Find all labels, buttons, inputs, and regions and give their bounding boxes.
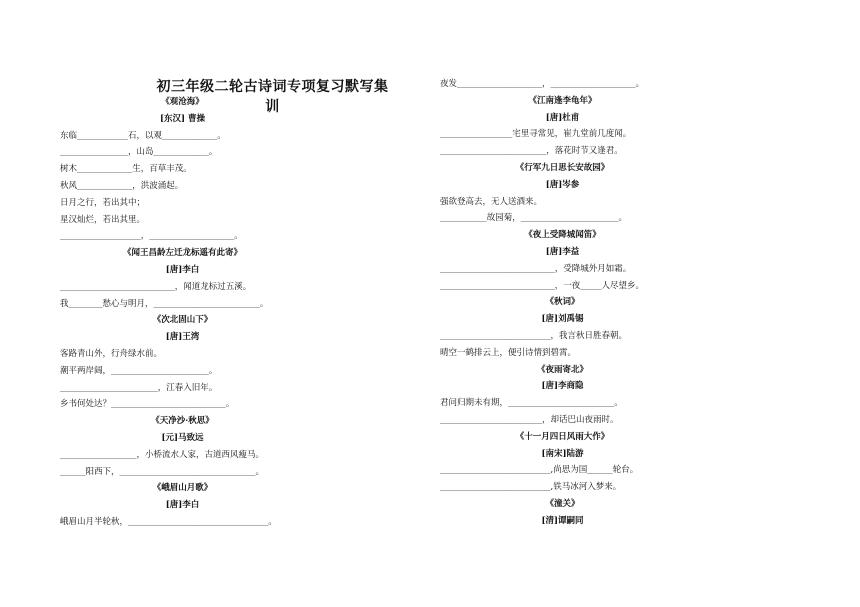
verse-line: 星汉灿烂，若出其里。	[60, 214, 146, 225]
verse-line: ______阳西下，________________________________。	[60, 466, 265, 477]
verse-line: 客路青山外，行舟绿水前。	[60, 348, 163, 359]
verse-line: __________________，小桥流水人家，古道西风瘦马。	[60, 449, 265, 460]
verse-line: 强欲登高去，无人送酒来。	[440, 196, 543, 207]
column-spacer	[60, 76, 305, 94]
verse-line: ________________，山岛_____________。	[60, 147, 218, 158]
poem-title: 《夜上受降城闻笛》	[524, 230, 601, 241]
verse-line: 潮平两岸阔，_______________________。	[60, 365, 218, 376]
poem-author: [元]马致远	[161, 432, 204, 443]
poem-author: [清]谭嗣同	[541, 515, 584, 526]
left-column	[60, 76, 305, 531]
verse-line: 树木_____________生，百草丰茂。	[60, 164, 192, 175]
poem-title: 《天净沙·秋思》	[151, 416, 214, 427]
verse-line: 夜发____________________，____________________。	[440, 79, 645, 89]
verse-line: _______________________，江春入旧年。	[60, 382, 218, 393]
verse-line: 君问归期未有期，_________________________。	[440, 398, 623, 409]
poem-title: 《闻王昌龄左迁龙标遥有此寄》	[122, 248, 242, 259]
verse-line: ___________________，____________________。	[60, 231, 243, 242]
verse-line: __________________________,尚思为国______轮台。	[440, 465, 639, 476]
poem-author: [唐]刘禹锡	[541, 314, 584, 325]
poem-title: 《十一月四日风雨大作》	[515, 431, 610, 442]
document-title: 初三年级二轮古诗词专项复习默写集训	[156, 79, 389, 115]
poem-author: [唐]杜甫	[545, 112, 580, 123]
verse-line: ___________________________，闻道龙标过五溪。	[60, 281, 252, 292]
verse-line: ___________故园菊，_______________________。	[440, 213, 628, 224]
verse-line: 峨眉山月半轮秋，_________________________________。	[60, 516, 277, 527]
poem-author: [唐]李益	[545, 246, 580, 257]
verse-line: 东临____________石，以观_____________。	[60, 130, 226, 141]
poem-author: [东汉] 曹操	[159, 113, 205, 124]
verse-line: _________________________，落花时节又逢君。	[440, 146, 623, 157]
poem-title: 《秋词》	[545, 297, 580, 308]
poem-title: 《江南逢李龟年》	[528, 95, 597, 106]
verse-line: ___________________________，受降城外月如霜。	[440, 263, 632, 274]
verse-line: 乡书何处达？___________________________。	[60, 399, 235, 410]
poem-author: [唐]岑参	[545, 179, 580, 190]
verse-line: __________________________，我言秋日胜春朝。	[440, 330, 628, 341]
poem-title: 《夜雨寄北》	[536, 364, 588, 375]
verse-line: 日月之行，若出其中；	[60, 197, 146, 208]
right-column	[440, 76, 685, 530]
poem-author: [唐]李商隐	[541, 381, 584, 392]
poem-title: 《潼关》	[545, 498, 580, 509]
poem-author: [南宋]陆游	[541, 448, 584, 459]
verse-line: 秋风_____________，洪波涌起。	[60, 180, 184, 191]
poem-title: 《次北固山下》	[152, 315, 213, 326]
poem-title: 《观沧海》	[161, 97, 204, 107]
verse-line: _________________宅里寻常见，崔九堂前几度闻。	[440, 129, 632, 140]
verse-line: ________________________，却话巴山夜雨时。	[440, 414, 619, 425]
poem-author: [唐]李白	[165, 264, 200, 275]
poem-author: [唐]王湾	[165, 332, 200, 343]
verse-line: 我________愁心与明月，_________________________。	[60, 298, 269, 309]
poem-title: 《峨眉山月歌》	[152, 483, 213, 494]
verse-line: __________________________,铁马冰河入梦来。	[440, 482, 622, 493]
verse-line: 晴空一鹤排云上，便引诗情到碧霄。	[440, 347, 577, 358]
poem-author: [唐]李白	[165, 500, 200, 511]
poem-title: 《行军九日思长安故园》	[515, 162, 610, 173]
verse-line: ___________________________，一夜_____人尽望乡。	[440, 280, 645, 291]
